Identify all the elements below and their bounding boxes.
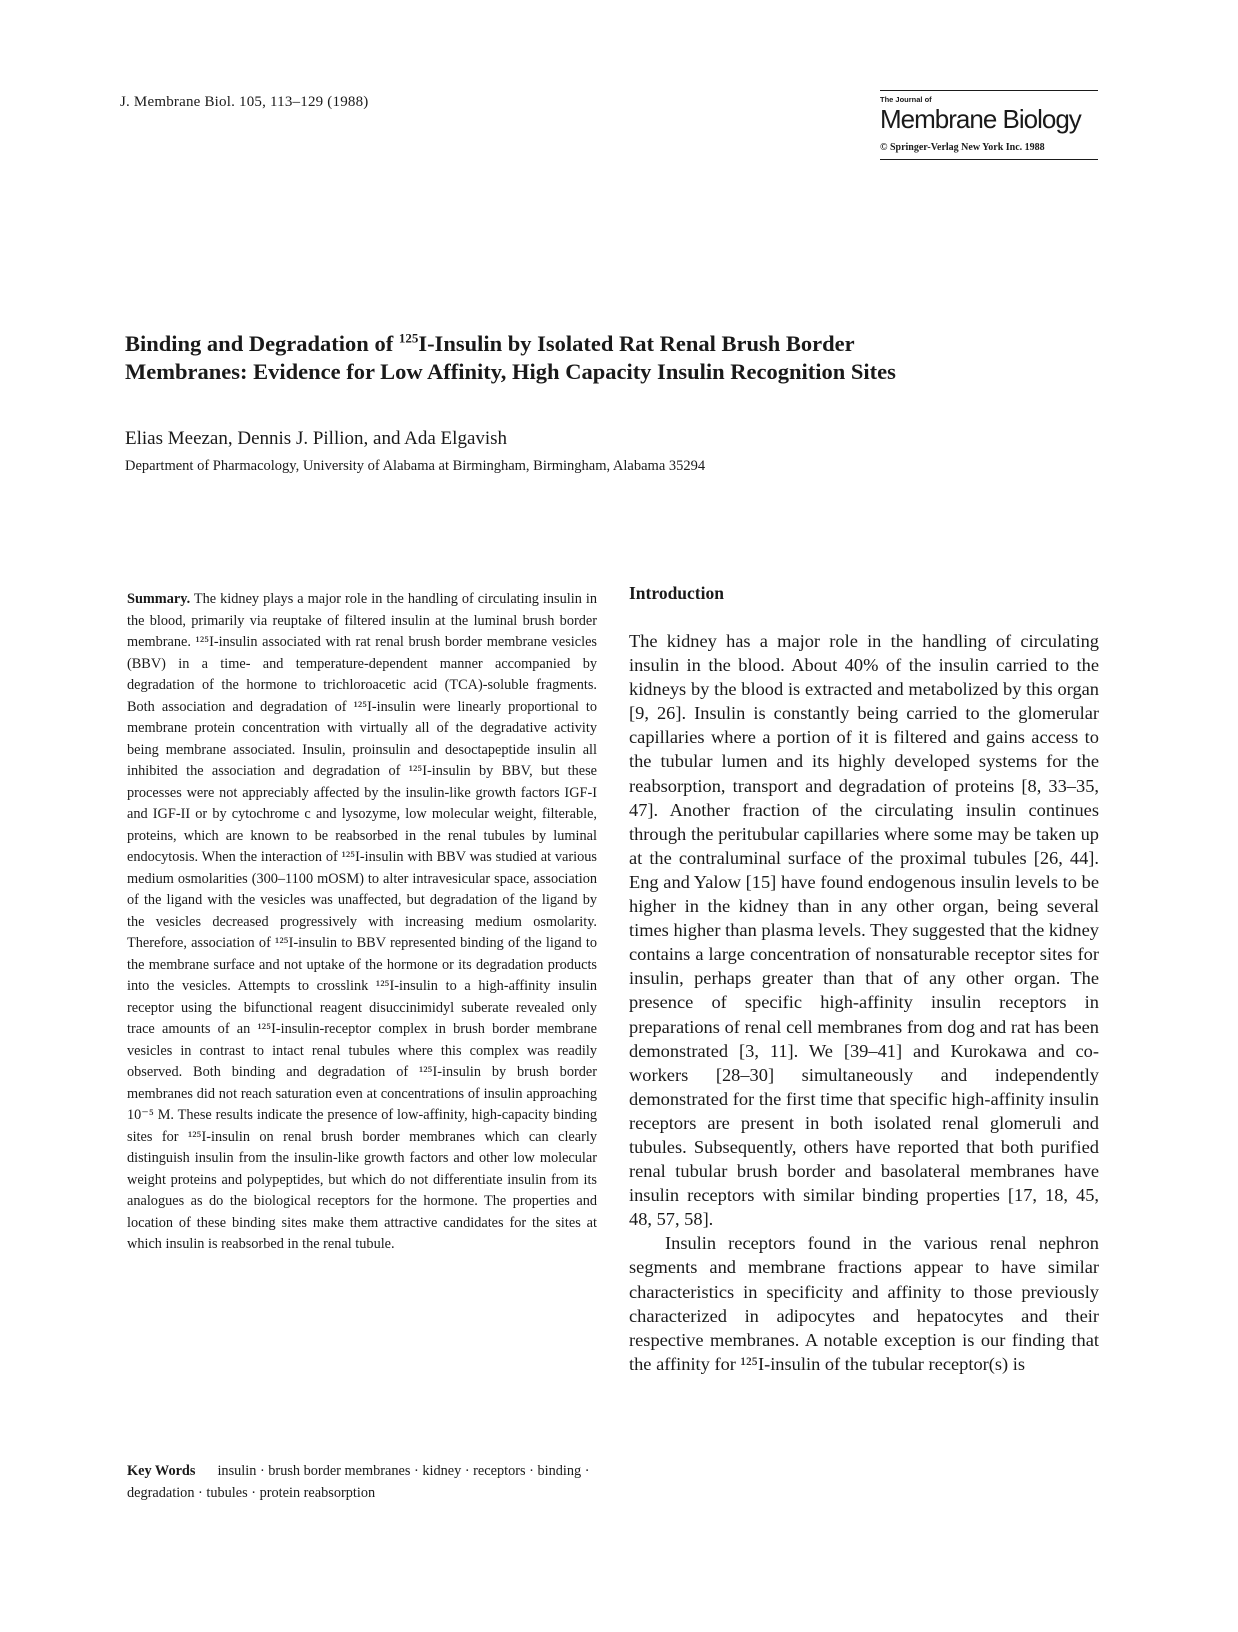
introduction-paragraph-2: Insulin receptors found in the various renal nephron segments and membrane fractions appear to have similar characteristics in specificity and affinity to those previously characterized in adipocytes and hepatocytes and their respective membranes. A notable exception is our finding that the affinity for ¹²⁵I-insulin of the tubular receptor(s) is [629, 1233, 1099, 1374]
title-isotope-superscript: 125 [398, 330, 419, 346]
keywords [127, 1461, 597, 1504]
masthead-rule-top [880, 90, 1098, 91]
journal-citation: J. Membrane Biol. 105, 113–129 (1988) [120, 94, 369, 110]
copyright-notice: © Springer-Verlag New York Inc. 1988 [880, 142, 1045, 153]
summary-text: The kidney plays a major role in the handling of circulating insulin in the blood, primarily via reuptake of filtered insulin at the luminal brush border membrane. ¹²⁵I-insulin associated with rat renal brush border membrane vesicles (BBV) in a time- and temperature-dependent manner accompanied by degradation of the hormone to trichloroacetic acid (TCA)-soluble fragments. Both association and degradation of ¹²⁵I-insulin were linearly proportional to membrane protein concentration with virtually all of the degradative activity being membrane associated. Insulin, proinsulin and desoctapeptide insulin all inhibited the association and degradation of ¹²⁵I-insulin by BBV, but these processes were not appreciably affected by the insulin-like growth factors IGF-I and IGF-II or by cytochrome c and lysozyme, low molecular weight, filterable, proteins, which are known to be reabsorbed in the renal tubules by luminal endocytosis. When the interaction of ¹²⁵I-insulin with BBV was studied at various medium osmolarities (300–1100 mOSM) to alter intravesicular space, association of the ligand with the vesicles was unaffected, but degradation of the ligand by the vesicles decreased progressively with increasing medium osmolarity. Therefore, association of ¹²⁵I-insulin to BBV represented binding of the ligand to the membrane surface and not uptake of the hormone or its degradation products into the vesicles. Attempts to crosslink ¹²⁵I-insulin to a high-affinity insulin receptor using the bifunctional reagent disuccinimidyl suberate revealed only trace amounts of an ¹²⁵I-insulin-receptor complex in brush border membrane vesicles in contrast to intact renal tubules where this complex was readily observed. Both binding and degradation of ¹²⁵I-insulin by brush border membranes did not reach saturation even at concentrations of insulin approaching 10⁻⁵ M. These results indicate the presence of low-affinity, high-capacity binding sites for ¹²⁵I-insulin on renal brush border membranes which can clearly distinguish insulin from the insulin-like growth factors and other low molecular weight proteins and polypeptides, but which do not differentiate insulin from its analogues as do the biological receptors for the hormone. The properties and location of these binding sites make them attractive candidates for the sites at which insulin is reabsorbed in the renal tubule. [127, 591, 597, 1252]
summary-label: Summary. [127, 591, 191, 607]
keywords-text: insulin · brush border membranes · kidney · receptors · binding · degradation · tubules · protein reabsorption [127, 1463, 590, 1501]
title-line-2: Membranes: Evidence for Low Affinity, High Capacity Insulin Recognition Sites [125, 359, 896, 384]
title-line-1: Binding and Degradation of $^{125}$I-Insulin by Isolated Rat Renal Brush Border [125, 330, 855, 356]
summary-abstract [127, 589, 597, 1256]
introduction-heading: Introduction [629, 583, 724, 603]
introduction-paragraph-1: The kidney has a major role in the handling of circulating insulin in the blood. About 40% of the insulin carried to the kidneys by the blood is extracted and metabolized by this organ [9, 26]. Insulin is constantly being carried to the glomerular capillaries where a portion of it is filtered and gains access to the tubular lumen and its highly developed systems for the reabsorption, transport and degradation of proteins [8, 33–35, 47]. Another fraction of the circulating insulin continues through the peritubular capillaries where some may be taken up at the contraluminal surface of the proximal tubules [26, 44]. Eng and Yalow [15] have found endogenous insulin levels to be higher in the kidney than in any other organ, being several times higher than plasma levels. They suggested that the kidney contains a large concentration of nonsaturable receptor sites for insulin, perhaps greater than that of any other organ. The presence of specific high-affinity insulin receptors in preparations of renal cell membranes from dog and rat has been demonstrated [3, 11]. We [39–41] and Kurokawa and co-workers [28–30] simultaneously and independently demonstrated for the first time that specific high-affinity insulin receptors are present in both isolated renal glomeruli and tubules. Subsequently, others have reported that both purified renal tubular brush border and basolateral membranes have insulin receptors with similar binding properties [17, 18, 45, 48, 57, 58]. [629, 631, 1099, 1230]
keywords-label: Key Words [127, 1463, 196, 1479]
journal-name: Membrane Biology [880, 104, 1081, 134]
authors: Elias Meezan, Dennis J. Pillion, and Ada Elgavish [125, 428, 508, 449]
journal-masthead [880, 90, 1098, 160]
introduction-body [629, 629, 1099, 1376]
masthead-rule-bottom [880, 159, 1098, 160]
affiliation: Department of Pharmacology, University of Alabama at Birmingham, Birmingham, Alabama 35294 [125, 458, 706, 474]
journal-of-label: The Journal of [880, 95, 932, 104]
article-title [125, 330, 1125, 386]
